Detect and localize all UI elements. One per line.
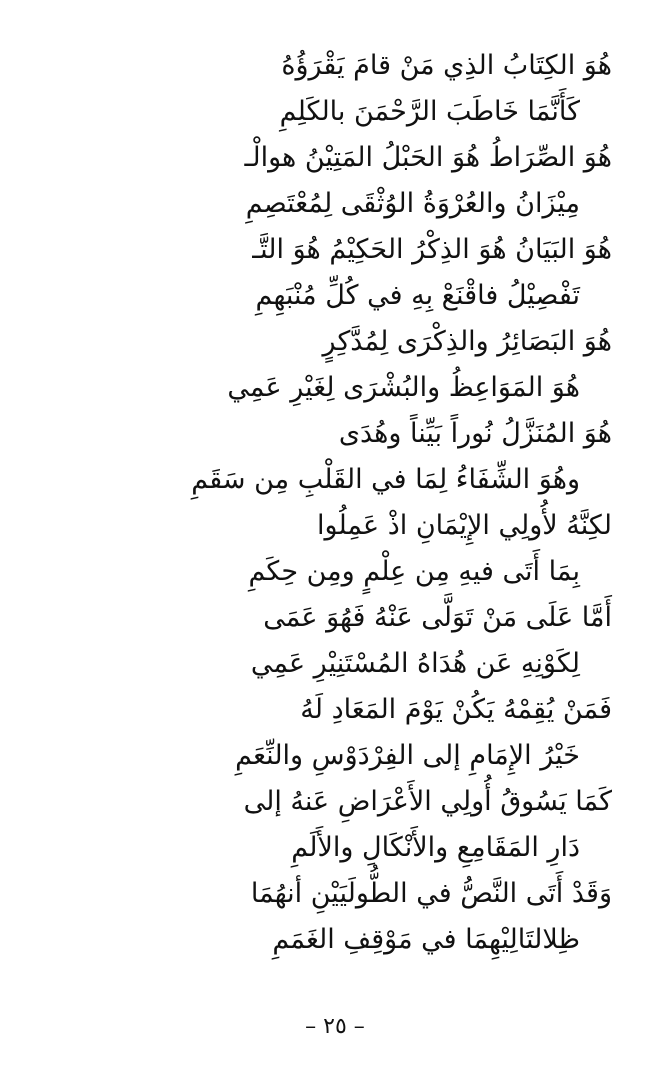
verse-5-first-hemistich: هُوَ المُنَزَّلُ نُوراً بَيِّناً وهُدَى <box>338 418 612 449</box>
verse-3-first-hemistich: هُوَ البَيَانُ هُوَ الذِكْرُ الحَكِيْمُ هُوَ التَّـ <box>252 234 612 265</box>
verse-1-second-hemistich: كَأَنَّمَا خَاطَبَ الرَّحْمَنَ بالكَلِمِ <box>279 96 580 127</box>
verse-1-first-hemistich: هُوَ الكِتَابُ الذِي مَنْ قامَ يَقْرَؤُهُ <box>281 50 612 81</box>
verse-10-second-hemistich: ظِلالتَالِيْهِمَا في مَوْقِفِ الغَمَمِ <box>272 924 580 955</box>
verse-9-second-hemistich: دَارِ المَقَامِعِ والأَنْكَالِ والأَلَمِ <box>291 832 580 863</box>
verse-4-first-hemistich: هُوَ البَصَائِرُ والذِكْرَى لِمُدَّكِرٍ <box>322 326 612 357</box>
verse-7-second-hemistich: لِكَوْنِهِ عَن هُدَاهُ المُسْتَنِيْرِ عَمِي <box>250 648 580 679</box>
page-number: – ٢٥ – <box>305 1014 365 1039</box>
verse-8-first-hemistich: فَمَنْ يُقِمْهُ يَكُنْ يَوْمَ المَعَادِ لَهُ <box>300 694 612 725</box>
verse-4-second-hemistich: هُوَ المَوَاعِظُ والبُشْرَى لِغَيْرِ عَمِي <box>227 372 580 403</box>
verse-10-first-hemistich: وَقَدْ أَتَى النَّصُّ في الطُّولَيَيْنِ أنهُمَا <box>250 878 612 909</box>
verse-2-first-hemistich: هُوَ الصِّرَاطُ هُوَ الحَبْلُ المَتِيْنُ هوالْـ <box>244 142 612 173</box>
verse-6-second-hemistich: بِمَا أَتَى فيهِ مِن عِلْمٍ ومِن حِكَمِ <box>248 556 580 587</box>
verse-7-first-hemistich: أَمَّا عَلَى مَنْ تَوَلَّى عَنْهُ فَهُوَ عَمَى <box>263 602 612 633</box>
verse-6-first-hemistich: لكِنَّهُ لأُولِي الإِيْمَانِ اذْ عَمِلُوا <box>317 510 612 541</box>
verse-8-second-hemistich: خَيْرُ الإِمَامِ إلى الفِرْدَوْسِ والنِّعَمِ <box>235 740 580 771</box>
verse-5-second-hemistich: وهُوَ الشِّفَاءُ لِمَا في القَلْبِ مِن سَقَمِ <box>191 464 580 495</box>
verse-3-second-hemistich: تَفْصِيْلُ فاقْنَعْ بِهِ في كُلِّ مُنْبَهِمِ <box>255 280 580 311</box>
verse-2-second-hemistich: مِيْزَانُ والعُرْوَةُ الوُثْقَى لِمُعْتَصِمِ <box>245 188 580 219</box>
verse-9-first-hemistich: كَمَا يَسُوقُ أُولِي الأَعْرَاضِ عَنهُ إلى <box>243 786 612 817</box>
